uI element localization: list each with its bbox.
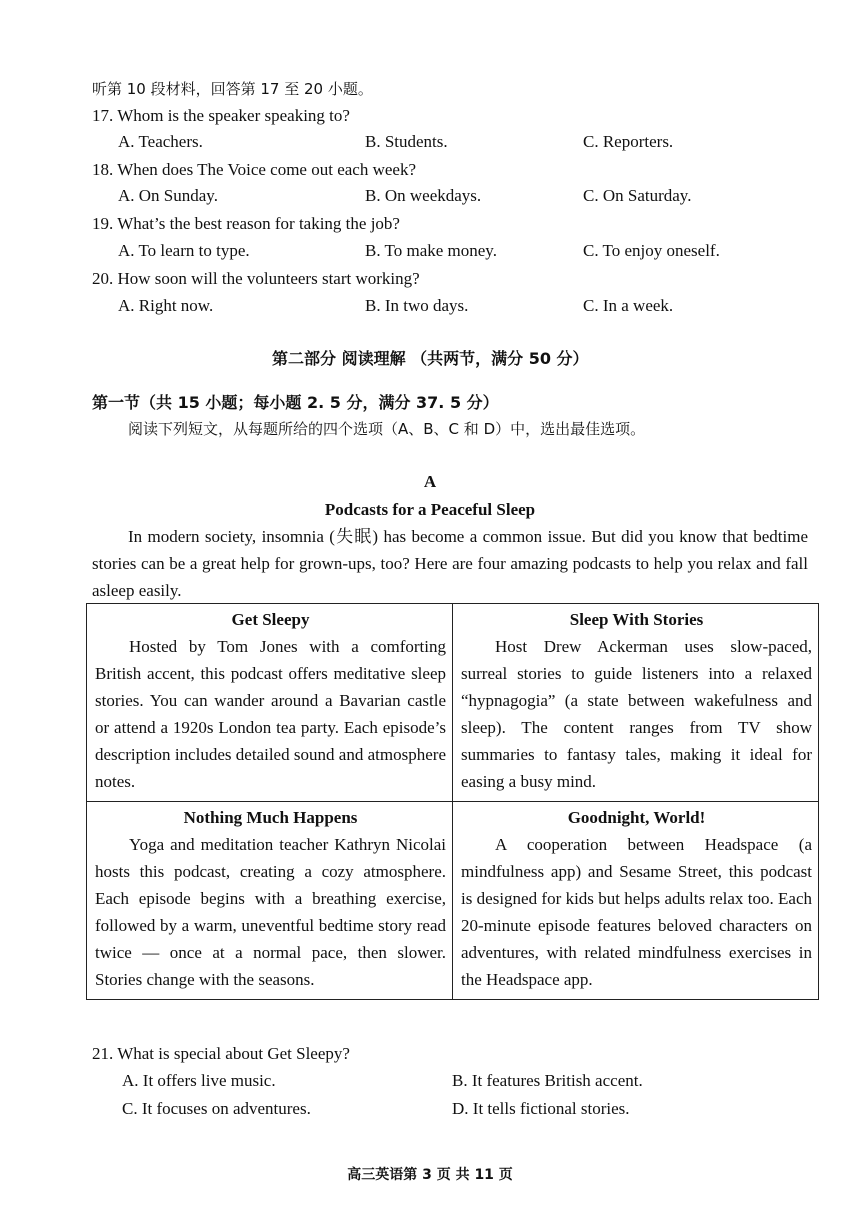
question-stem: 17. Whom is the speaker speaking to? bbox=[92, 106, 350, 125]
option-c: C. Reporters. bbox=[583, 132, 674, 151]
podcast-description: Hosted by Tom Jones with a comforting British accent, this podcast offers meditative sleep stories. You can wander around a Bavarian castle or attend a 1920s London tea party. Each episode’s description includes detailed sound and atmosphere notes. bbox=[95, 637, 446, 791]
option-b: B. On weekdays. bbox=[365, 186, 482, 205]
option-a: A. Teachers. bbox=[118, 132, 203, 151]
part-heading: 第二部分 阅读理解 （共两节，满分 50 分） bbox=[272, 349, 589, 368]
podcast-cell bbox=[453, 802, 819, 1000]
podcast-cell bbox=[453, 604, 819, 802]
question-stem: 18. When does The Voice come out each week? bbox=[92, 160, 416, 179]
podcast-title: Get Sleepy bbox=[231, 610, 310, 629]
option-c: C. In a week. bbox=[583, 296, 674, 315]
option-c: C. To enjoy oneself. bbox=[583, 241, 720, 260]
option-b: B. In two days. bbox=[365, 296, 469, 315]
option-b: B. To make money. bbox=[365, 241, 497, 260]
option-a: A. To learn to type. bbox=[118, 241, 250, 260]
option-c: C. On Saturday. bbox=[583, 186, 692, 205]
podcast-table bbox=[86, 603, 819, 1000]
podcast-cell bbox=[87, 802, 453, 1000]
section-heading: 第一节（共 15 小题；每小题 2. 5 分，满分 37. 5 分） bbox=[92, 393, 499, 412]
question-stem: 21. What is special about Get Sleepy? bbox=[92, 1044, 350, 1063]
option-b: B. It features British accent. bbox=[452, 1071, 643, 1090]
question-stem: 20. How soon will the volunteers start working? bbox=[92, 269, 420, 288]
podcast-description: Yoga and meditation teacher Kathryn Nicolai hosts this podcast, creating a cozy atmosphere. Each episode begins with a breathing exercise, followed by a warm, uneventful bedtime story read twice — once at a normal pace, then slower. Stories change with the seasons. bbox=[95, 835, 446, 989]
option-b: B. Students. bbox=[365, 132, 448, 151]
listening-instruction: 听第 10 段材料，回答第 17 至 20 小题。 bbox=[92, 80, 373, 98]
passage-letter: A bbox=[423, 472, 437, 491]
page-footer: 高三英语第 3 页 共 11 页 bbox=[347, 1167, 513, 1183]
passage-intro: In modern society, insomnia (失眠) has become a common issue. But did you know that bedtime stories can be a great help for grown-ups, too? Here are four amazing podcasts to help you relax and fall asleep easily. bbox=[92, 527, 808, 600]
option-a: A. On Sunday. bbox=[118, 186, 218, 205]
option-a: A. It offers live music. bbox=[122, 1071, 276, 1090]
option-a: A. Right now. bbox=[118, 296, 214, 315]
podcast-title: Nothing Much Happens bbox=[183, 808, 358, 827]
podcast-title: Goodnight, World! bbox=[567, 808, 706, 827]
passage-title: Podcasts for a Peaceful Sleep bbox=[324, 500, 536, 519]
podcast-description: Host Drew Ackerman uses slow-paced, surreal stories to guide listeners into a relaxed “hypnagogia” (a state between wakefulness and sleep). The content ranges from TV show summaries to fantasy tales, making it ideal for easing a busy mind. bbox=[461, 637, 812, 791]
podcast-title: Sleep With Stories bbox=[569, 610, 704, 629]
option-d: D. It tells fictional stories. bbox=[452, 1099, 630, 1118]
question-stem: 19. What’s the best reason for taking the job? bbox=[92, 214, 400, 233]
option-c: C. It focuses on adventures. bbox=[122, 1099, 311, 1118]
section-instruction: 阅读下列短文，从每题所给的四个选项（A、B、C 和 D）中，选出最佳选项。 bbox=[128, 420, 646, 438]
podcast-description: A cooperation between Headspace (a mindfulness app) and Sesame Street, this podcast is designed for kids but helps adults relax too. Each 20-minute episode features beloved characters on adventures, with related mindfulness exercises in the Headspace app. bbox=[461, 835, 812, 989]
podcast-cell bbox=[87, 604, 453, 802]
